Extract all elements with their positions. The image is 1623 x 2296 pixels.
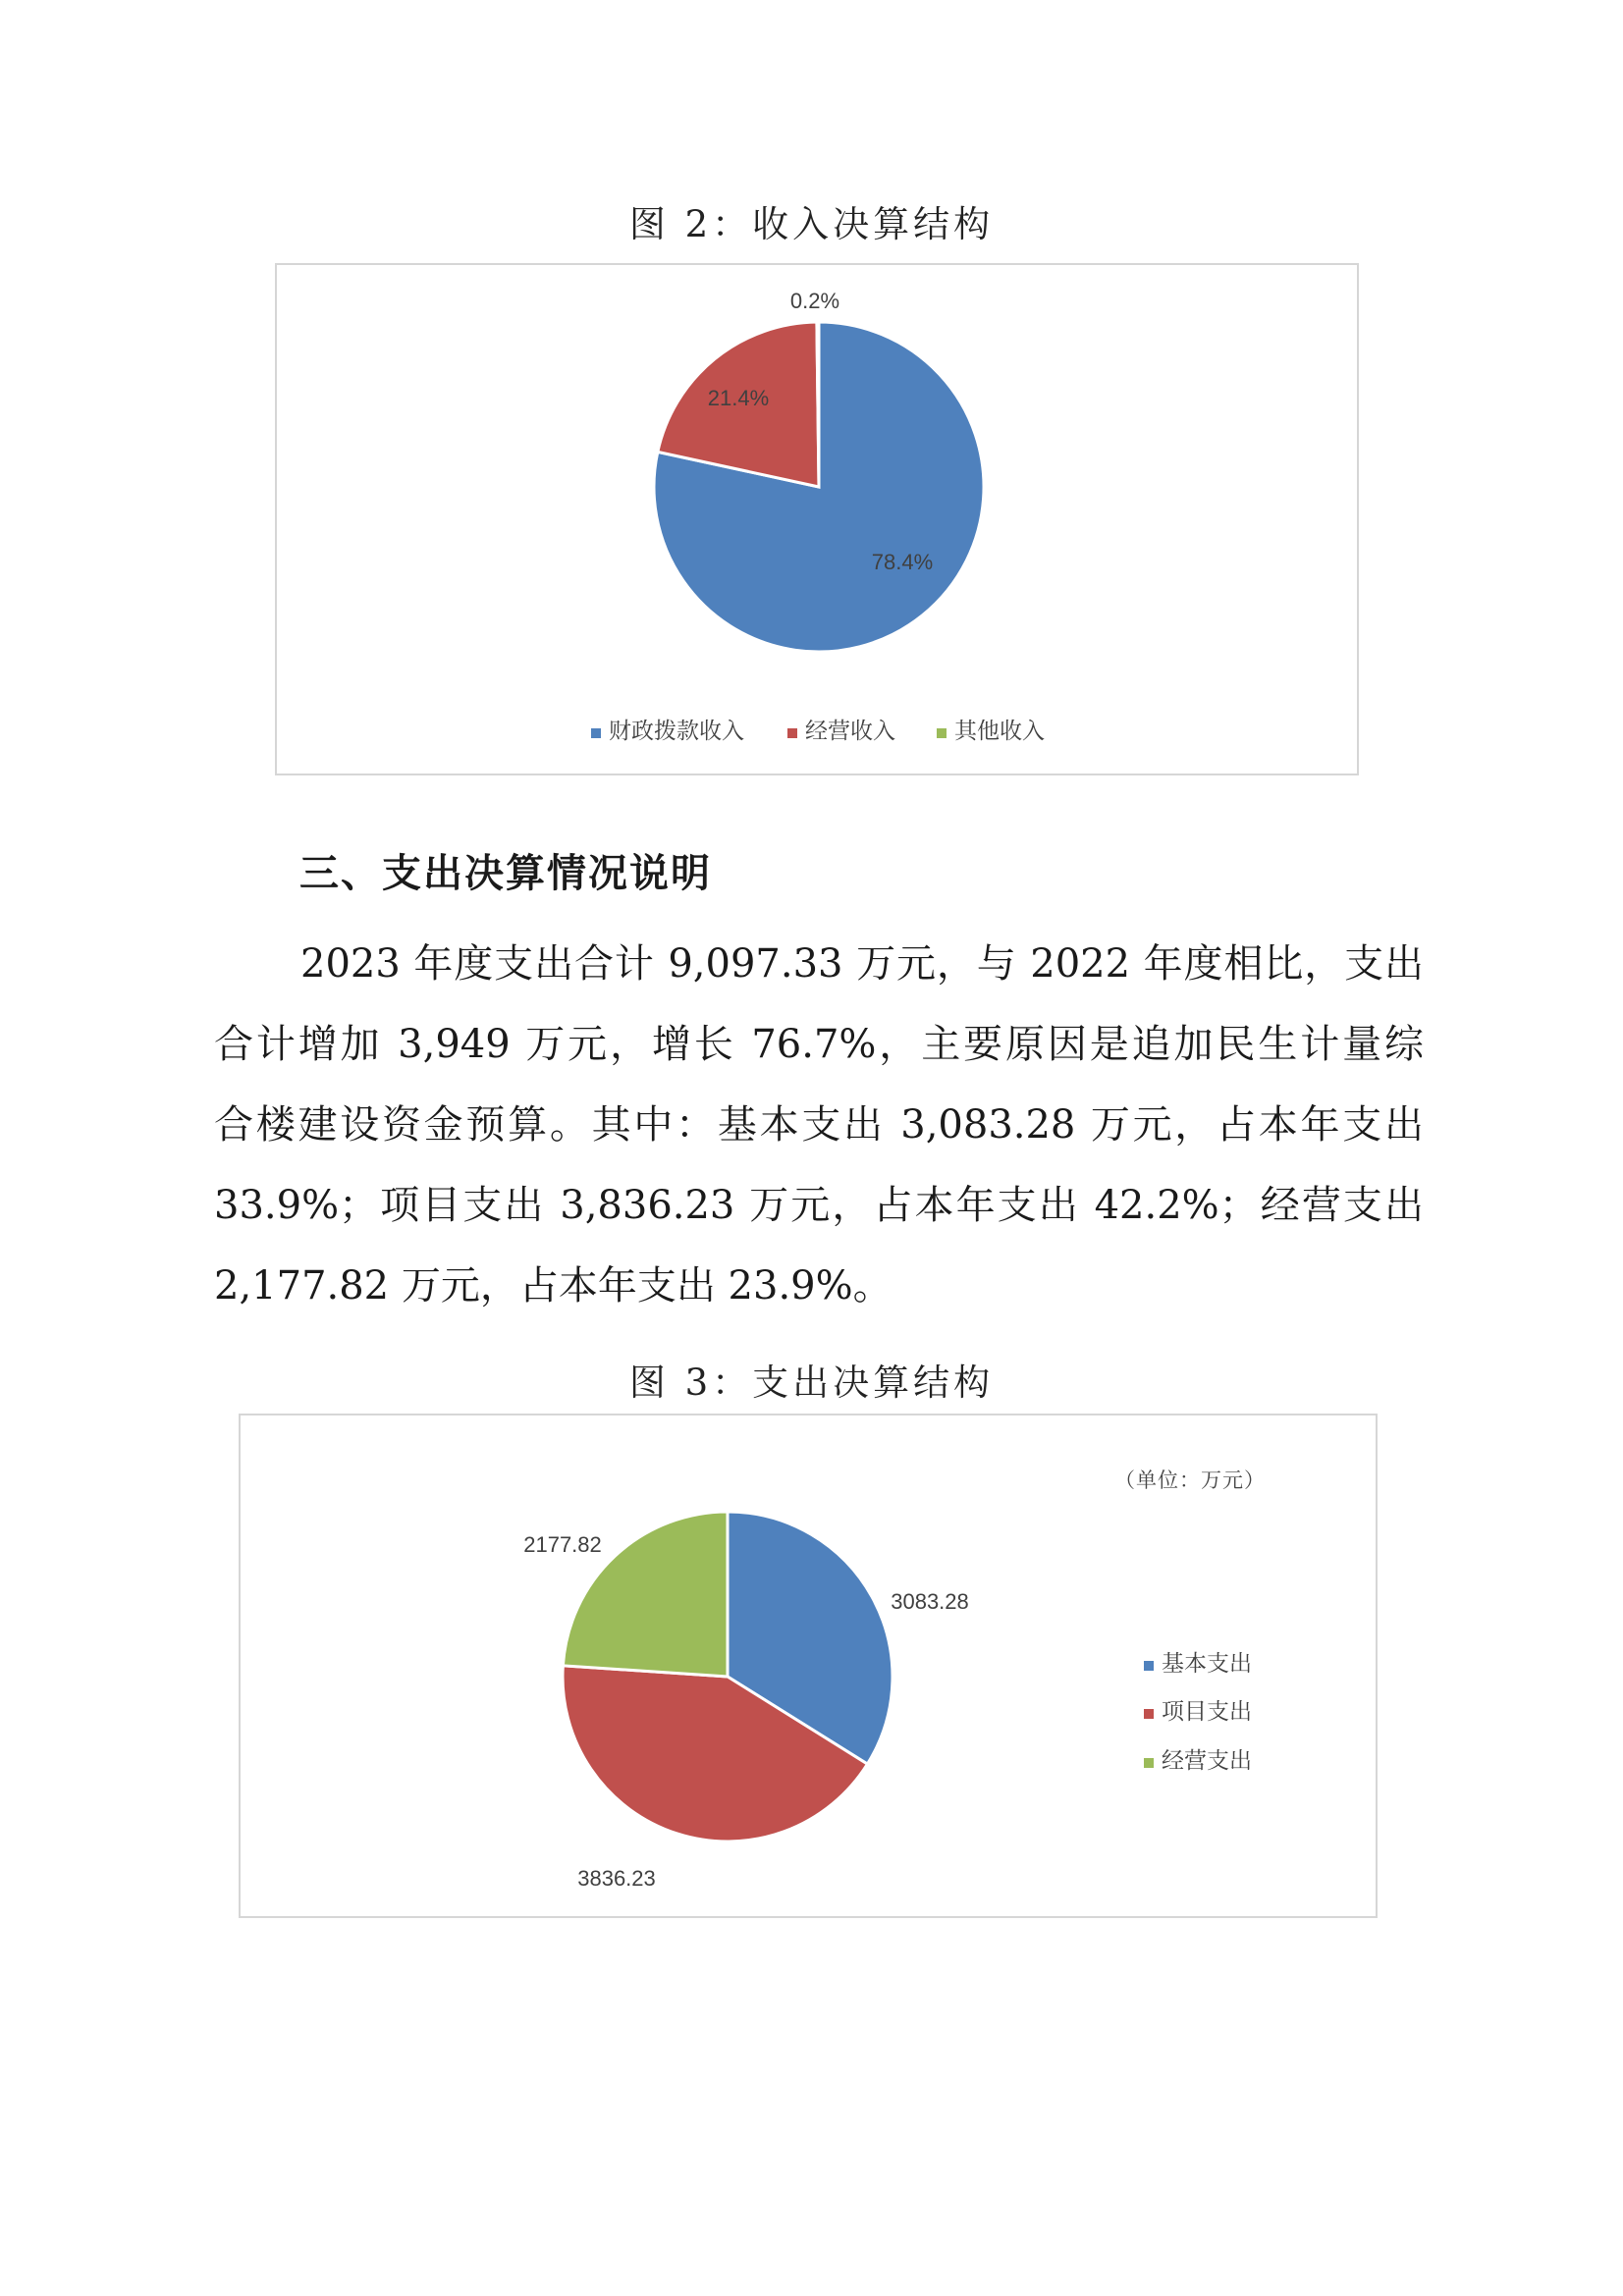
legend-label-2: 经营收入 xyxy=(805,719,895,744)
legend-swatch-3 xyxy=(1144,1758,1154,1768)
section-heading: 三、支出决算情况说明 xyxy=(299,851,712,896)
legend-swatch-1 xyxy=(591,728,601,738)
figure3-caption: 图 3：支出决算结构 xyxy=(628,1362,995,1404)
figure2-caption: 图 2：收入决算结构 xyxy=(628,203,995,245)
expenditure-pie-chart xyxy=(239,1414,1378,1918)
paragraph-line-1: 2023 年度支出合计 9,097.33 万元，与 2022 年度相比，支出 xyxy=(300,941,1424,987)
legend-label-3: 其他收入 xyxy=(954,719,1045,744)
legend-label-2: 项目支出 xyxy=(1162,1699,1252,1725)
legend-label-3: 经营支出 xyxy=(1162,1748,1252,1774)
paragraph-line-4: 33.9%；项目支出 3,836.23 万元，占本年支出 42.2%；经营支出 xyxy=(214,1183,1424,1228)
legend-swatch-1 xyxy=(1144,1661,1154,1671)
legend-label-1: 财政拨款收入 xyxy=(609,719,744,744)
paragraph-line-3: 合楼建设资金预算。其中：基本支出 3,083.28 万元，占本年支出 xyxy=(214,1102,1424,1148)
slice-label-2: 3836.23 xyxy=(577,1866,656,1891)
slice-label-1: 78.4% xyxy=(871,550,934,574)
slice-label-3: 0.2% xyxy=(789,289,840,313)
legend-swatch-2 xyxy=(787,728,797,738)
slice-label-2: 21.4% xyxy=(707,386,770,410)
paragraph-line-2: 合计增加 3,949 万元，增长 76.7%，主要原因是追加民生计量综 xyxy=(214,1022,1424,1067)
legend-swatch-2 xyxy=(1144,1709,1154,1719)
paragraph-line-5: 2,177.82 万元，占本年支出 23.9%。 xyxy=(214,1263,893,1308)
slice-label-3: 2177.82 xyxy=(523,1532,602,1557)
income-pie-chart xyxy=(275,263,1359,775)
slice-label-1: 3083.28 xyxy=(891,1589,969,1614)
legend-label-1: 基本支出 xyxy=(1162,1651,1252,1677)
legend-swatch-3 xyxy=(937,728,947,738)
income-pie-svg xyxy=(277,265,1357,774)
unit-note: （单位：万元） xyxy=(1114,1468,1266,1492)
pie-slice-3 xyxy=(817,322,819,487)
